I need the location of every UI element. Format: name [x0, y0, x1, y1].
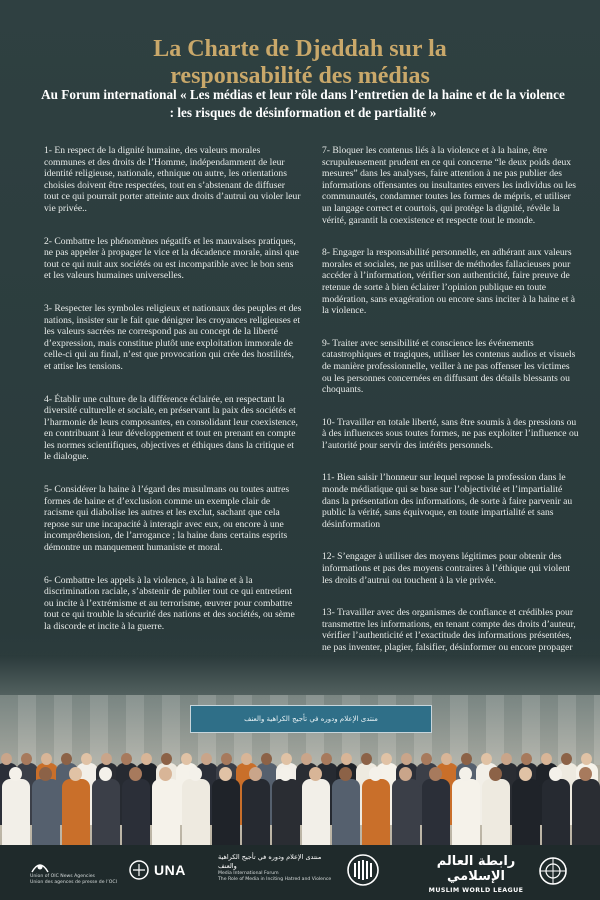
delegate-head [249, 767, 262, 781]
footer-logos [0, 845, 600, 900]
title-line-2: responsabilité des médias [170, 63, 430, 89]
article-9: 9- Traiter avec sensibilité et conscience les événements catastrophiques et tragiques, utiliser les contenus audios et visuels de manière professionnelle, veiller à ne pas offenser les victimes ou les personnes concernées en diffusant des détails blessants ou choquants. [322, 337, 576, 396]
delegate-head [1, 753, 12, 765]
delegate-front-row [122, 779, 150, 845]
delegate-head [339, 767, 352, 781]
delegate-head [549, 767, 562, 781]
delegate-head [381, 753, 392, 765]
delegate-head [441, 753, 452, 765]
delegates-crowd [0, 741, 600, 845]
delegate-head [401, 753, 412, 765]
delegate-front-row [482, 779, 510, 845]
delegate-head [541, 753, 552, 765]
delegate-head [41, 753, 52, 765]
delegate-front-row [242, 779, 270, 845]
delegate-front-row [272, 779, 300, 845]
delegate-head [579, 767, 592, 781]
mwl-english-name: MUSLIM WORLD LEAGUE [428, 887, 524, 894]
delegate-head [429, 767, 442, 781]
delegate-front-row [362, 779, 390, 845]
delegate-front-row [182, 779, 210, 845]
delegate-head [161, 753, 172, 765]
article-12: 12- S’engager à utiliser des moyens légitimes pour obtenir des informations et pas des moyens contraires à l’éthique qui violent les droits d’autrui ou touchent à la vie privée. [322, 551, 571, 586]
forum-banner-text: منتدى الإعلام ودوره في تأجيج الكراهية والعنف [244, 715, 378, 723]
delegate-front-row [452, 779, 480, 845]
delegate-head [501, 753, 512, 765]
forum-emblem-icon [346, 853, 380, 887]
delegate-head [101, 753, 112, 765]
delegate-head [309, 767, 322, 781]
article-2: 2- Combattre les phénomènes négatifs et les mauvaises pratiques, ne pas appeler à propager le vice et la décadence morale, ainsi que tout ce qui nuit aux sociétés ou est incompatible avec le bon sens et les valeurs humaines universelles. [44, 235, 299, 282]
delegate-head [481, 753, 492, 765]
delegate-head [69, 767, 82, 781]
title-line-1: La Charte de Djeddah sur la [153, 36, 447, 62]
delegate-head [181, 753, 192, 765]
article-7: 7- Bloquer les contenus liés à la violence et à la haine, être scrupuleusement prudent en ce qui concerne “le deux poids deux mesures” dans les analyses, faire attention à ne pas publier des informations offensantes ou insultantes envers les individus ou les communautés, condamner toutes les formes de mépris, et utiliser un langage correct et courtois, qui protège la dignité, révèle la vérité, garantit la coexistence et respecte tout le monde. [322, 145, 577, 226]
delegate-front-row [92, 779, 120, 845]
delegate-head [219, 767, 232, 781]
forum-title-ar: منتدى الإعلام ودوره في تأجيج الكراهية والعنف [218, 853, 322, 870]
delegate-front-row [392, 779, 420, 845]
forum-banner [190, 705, 432, 733]
delegate-front-row [422, 779, 450, 845]
article-13: 13- Travailler avec des organismes de confiance et crédibles pour transmettre les informations, en tenant compte des droits d’auteur, vérifier l’authenticité et l’exactitude des informations présentées, ne pas inventer, plagier, falsifier, désinformer ou encore propager [322, 607, 576, 653]
mwl-globe-icon [538, 856, 568, 886]
delegate-head [459, 767, 472, 781]
group-photo [0, 655, 600, 845]
delegate-front-row [152, 779, 180, 845]
article-3: 3- Respecter les symboles religieux et nationaux des peuples et des nations, insister sur le fait que dénigrer les croyances religieuses et les valeurs sacrées ne correspond pas au concept de la liberté d’expression, mais constitue plutôt une exploitation immorale de celle-ci qui au final, n’est que provocation qui crée des hostilités, et attise les tensions. [44, 302, 302, 372]
article-10: 10- Travailler en totale liberté, sans être soumis à des pressions ou à des influences sous toutes formes, ne pas exploiter l’influence ou l’autorité pour servir des intérêts personnels. [322, 416, 579, 451]
delegate-front-row [32, 779, 60, 845]
una-small-1: Union of OIC News Agencies [30, 874, 95, 879]
delegate-front-row [302, 779, 330, 845]
delegate-head [301, 753, 312, 765]
delegate-head [321, 753, 332, 765]
article-1: 1- En respect de la dignité humaine, des valeurs morales communes et des droits de l’Homme, indépendamment de leur identité religieuse, nationale, ethnique ou autre, les orientations choisies doivent être respectées, tout en s’abstenant de diffuser tout ce qui pourrait porter atteinte aux droits d’autrui ou violer leur vie privée.. [44, 145, 301, 214]
delegate-head [461, 753, 472, 765]
delegate-head [221, 753, 232, 765]
delegate-head [121, 753, 132, 765]
delegate-head [189, 767, 202, 781]
delegate-head [81, 753, 92, 765]
una-signal-icon [128, 859, 150, 881]
page-title [0, 36, 600, 90]
delegate-head [159, 767, 172, 781]
articles-right-column [322, 145, 580, 686]
oic-emblem-icon [30, 858, 50, 874]
delegate-head [399, 767, 412, 781]
delegate-head [129, 767, 142, 781]
forum-title-en-2: The Role of Media in Inciting Hatred and Violence [218, 877, 332, 882]
delegate-head [21, 753, 32, 765]
delegate-front-row [212, 779, 240, 845]
delegate-front-row [332, 779, 360, 845]
article-11: 11- Bien saisir l’honneur sur lequel repose la profession dans le monde médiatique qui se base sur l’objectivité et l’impartialité dans la présentation des informations, de sorte à faire parvenir au public la vérité, sans équivoque, en toute impartialité et sans désinformation [322, 472, 573, 530]
delegate-front-row [62, 779, 90, 845]
delegate-head [9, 767, 22, 781]
delegate-front-row [542, 779, 570, 845]
delegate-head [521, 753, 532, 765]
delegate-head [201, 753, 212, 765]
delegate-head [279, 767, 292, 781]
oic-news-agencies-logo [30, 858, 120, 886]
article-6: 6- Combattre les appels à la violence, à la haine et à la discrimination raciale, s’abstenir de publier tout ce qui entretient ou incite à l’extrémisme et au terrorisme, œuvrer pour combattre tout ce qui trouble la sécurité des nations et des sociétés, ou sème la discorde et incite à la guerre. [44, 574, 295, 632]
una-label: UNA [154, 862, 186, 878]
delegate-head [489, 767, 502, 781]
delegate-head [561, 753, 572, 765]
una-small-2: Union des agences de presse de l’OCI [30, 880, 117, 885]
delegate-front-row [2, 779, 30, 845]
delegate-head [61, 753, 72, 765]
delegate-head [99, 767, 112, 781]
delegate-head [39, 767, 52, 781]
forum-title-en-1: Media International Forum [218, 871, 279, 876]
delegate-head [281, 753, 292, 765]
delegate-head [261, 753, 272, 765]
delegate-head [369, 767, 382, 781]
forum-logo [218, 853, 408, 883]
page-subtitle: Au Forum international « Les médias et leur rôle dans l’entretien de la haine et de la violence : les risques de désinformation et de partialité » [41, 87, 565, 120]
delegate-front-row [512, 779, 540, 845]
article-5: 5- Considérer la haine à l’égard des musulmans ou toutes autres formes de haine et d’exclusion comme un exemple clair de racisme qui diabolise les autres et les exclut, sachant que cela repose sur une incapacité à interagir avec eux, ou encore à une incompréhension, de l’arrogance ; la haine dans certains esprits démontre un manquement humaniste et moral. [44, 484, 290, 554]
delegate-front-row [572, 779, 600, 845]
muslim-world-league-logo [420, 854, 590, 894]
delegate-head [519, 767, 532, 781]
article-8: 8- Engager la responsabilité personnelle, en adhérant aux valeurs morales et sociales, ne pas utiliser de méthodes fallacieuses pour accéder à l’information, vérifier son authenticité, faire preuve de retenue de sorte à bien éclairer l’opinion publique en toute modération, sans exagération ou encore sans inciter à la haine et à la violence. [322, 247, 576, 317]
mwl-arabic-name: رابطة العالم الإسلامي [436, 854, 516, 884]
article-4: 4- Établir une culture de la différence éclairée, en respectant la diversité culturelle et sociale, en préservant la paix des sociétés et l’harmonie de leurs composantes, en consolidant leur coexistence, en contribuant à leur développement et tout en prenant en compte les normes scientifiques, objectives et éthiques dans la critique et le dialogue. [44, 393, 298, 463]
delegate-head [581, 753, 592, 765]
delegate-head [141, 753, 152, 765]
delegate-head [421, 753, 432, 765]
articles-left-column [44, 145, 302, 654]
delegate-head [341, 753, 352, 765]
delegate-head [241, 753, 252, 765]
delegate-head [361, 753, 372, 765]
